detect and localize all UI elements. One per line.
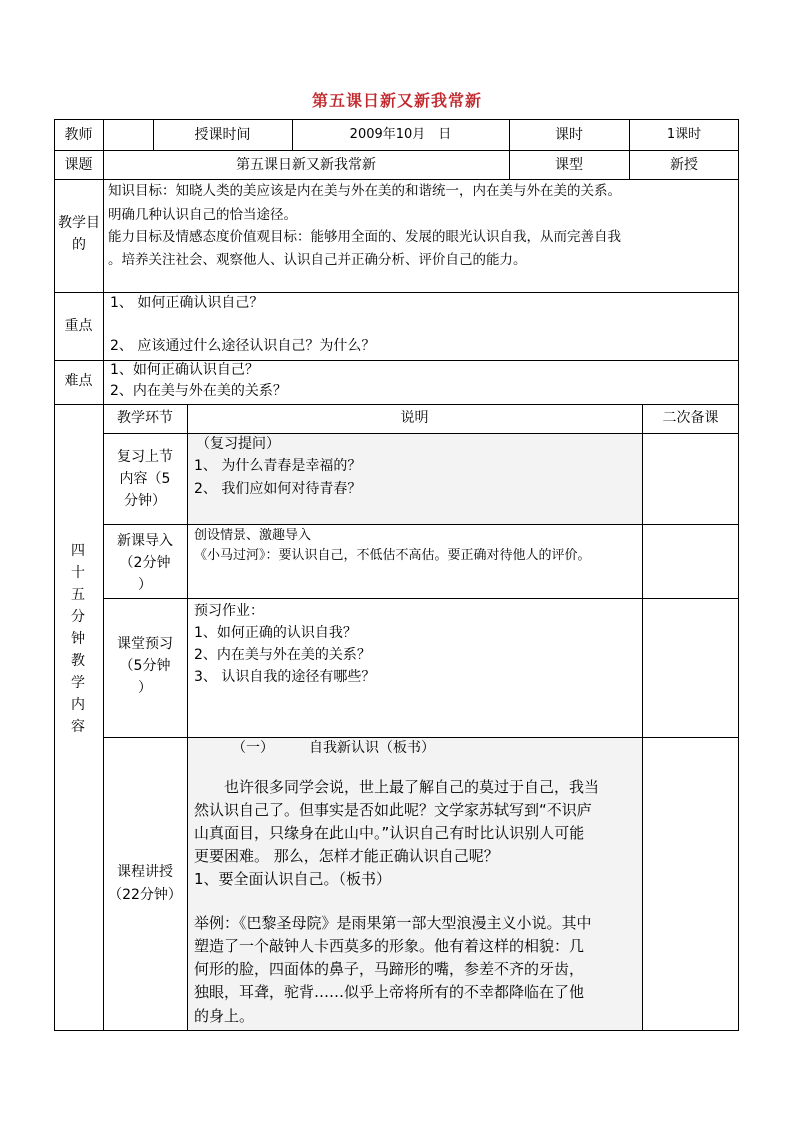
lecture-line: 也许很多同学会说，世上最了解自己的莫过于自己，我当 [194,778,600,796]
stage-name-line: 内容（5 [119,471,171,487]
page-title: 第五课日新又新我常新 [311,91,482,110]
stage-content-line: 2、 我们应如何对待青春？ [194,481,362,497]
row-divider [54,150,739,151]
lecture-heading: （一） 自我新认识（板书） [232,740,435,756]
stage-content-line: 1、 为什么青春是幸福的？ [194,458,362,474]
goal-line: 。培养关注社会、观察他人、认识自己并正确分析、评价自己的能力。 [108,252,527,268]
stage-name-line: ） [138,680,152,696]
section-label: 四十五分钟教学内容 [71,543,85,735]
col-divider [187,404,188,1031]
lecture-line: 的身上。 [194,1007,255,1025]
row-divider [103,598,739,599]
col-divider [642,404,643,1031]
key-points-label: 重点 [64,318,93,334]
date-value: 2009年10月 日 [349,127,452,142]
goals-label: 教学目的 [58,215,100,253]
stage-content-line: 《小马过河》：要认识自己，不低估不高估。要正确对待他人的评价。 [194,548,591,563]
topic-value: 第五课日新又新我常新 [236,157,376,173]
difficulties-label: 难点 [64,373,93,389]
goal-line: 能力目标及情感态度价值观目标：能够用全面的、发展的眼光认识自我，从而完善自我 [108,229,621,245]
description-column-header: 说明 [400,410,429,426]
stage-content-line: 3、 认识自我的途径有哪些？ [194,669,376,685]
key-point-item: 1、 如何正确认识自己？ [110,295,264,311]
lecture-line: 何形的脸，四面体的鼻子，马蹄形的嘴，参差不齐的牙齿， [194,960,585,978]
stage-name-line: ） [138,577,152,593]
period-value: 1课时 [666,127,702,142]
goal-line: 知识目标：知晓人类的美应该是内在美与外在美的和谐统一，内在美与外在美的关系。 [108,183,621,199]
lecture-line: 然认识自己了。但事实是否如此呢？文学家苏轼写到“不识庐 [194,801,592,819]
difficulty-item: 1、如何正确认识自己？ [110,362,259,378]
lecture-line: 举例：《巴黎圣母院》是雨果第一部大型浪漫主义小说。其中 [194,914,592,932]
topic-label: 课题 [64,157,93,173]
teacher-label: 教师 [64,127,93,143]
lecture-line: 山真面目，只缘身在此山中。”认识自己有时比认识别人可能 [194,824,585,842]
type-value: 新授 [670,157,698,173]
stage-name-line: （22分钟） [108,887,182,903]
goal-line: 明确几种认识自己的恰当途径。 [108,207,297,223]
difficulty-item: 2、内在美与外在美的关系？ [110,383,287,399]
revision-column-header: 二次备课 [662,410,719,426]
stage-name-line: 新课导入 [117,533,173,549]
stage-content-line: 创设情景、激趣导入 [194,528,312,543]
stage-name-line: （5分钟 [119,658,171,674]
stage-content-line: （复习提问） [196,436,280,452]
key-point-item: 2、 应该通过什么途径认识自己？为什么？ [110,338,376,354]
stage-name-line: 分钟） [124,493,166,509]
type-label: 课型 [555,157,583,173]
lecture-line: 塑造了一个敲钟人卡西莫多的形象。他有着这样的相貌：几 [194,937,585,955]
stage-name-line: 课堂预习 [117,636,173,652]
stage-content-line: 预习作业： [194,603,264,619]
row-divider [54,404,739,405]
stage-content-line: 1、如何正确的认识自我？ [194,625,357,641]
lecture-line: 更要困难。 那么，怎样才能正确认识自己呢？ [194,847,499,865]
lecture-line: 1、要全面认识自己。（板书） [194,870,392,888]
stage-column-header: 教学环节 [117,410,173,426]
lecture-line: 独眼，耳聋，驼背……似乎上帝将所有的不幸都降临在了他 [194,983,585,1001]
stage-name-line: （2分钟 [119,555,171,571]
time-label: 授课时间 [194,127,251,143]
stage-name-line: 课程讲授 [117,864,173,880]
stage-name-line: 复习上节 [117,449,173,465]
stage-content-line: 2、内在美与外在美的关系？ [194,647,371,663]
period-label: 课时 [555,127,583,143]
